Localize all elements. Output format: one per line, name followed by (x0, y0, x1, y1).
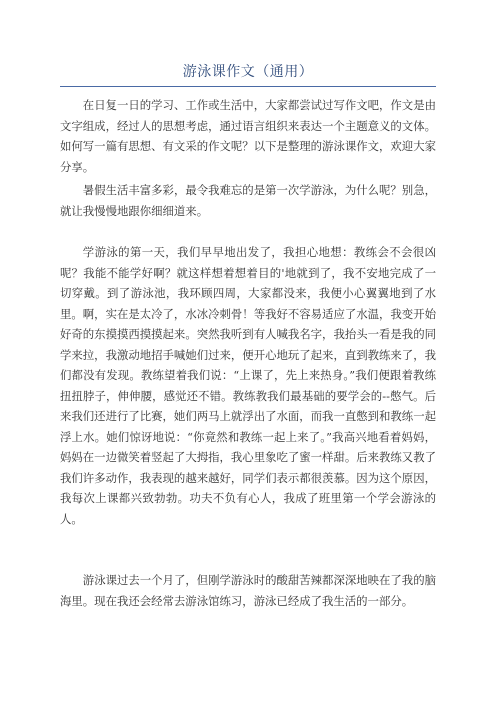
paragraph-summer: 暑假生活丰富多彩，最令我难忘的是第一次学游泳，为什么呢？别急，就让我慢慢地跟你细细道来。 (60, 183, 436, 218)
document-title: 游泳课作文（通用） (182, 64, 314, 80)
title-underline (60, 86, 436, 87)
paragraph-intro: 在日复一日的学习、工作或生活中，大家都尝试过写作文吧，作文是由文字组成，经过人的思想考虑，通过语言组织来表达一个主题意义的文体。如何写一篇有思想、有文采的作文呢？以下是整理的游泳课作文，欢迎大家分享。 (60, 98, 436, 174)
paragraph-first-day: 学游泳的第一天，我们早早地出发了，我担心地想：教练会不会很凶呢？我能不能学好啊？就这样想着想着目的'地就到了，我不安地完成了一切穿戴。到了游泳池，我环顾四周，大家都没来，我便小心翼翼地到了水里。啊，实在是太冷了，水冰冷刺骨！等我好不容易适应了水温，我变开始好奇的东摸摸西摸摸起来。突然我听到有人喊我名字，我抬头一看是我的同学来拉，我激动地招手喊她们过来，便开心地玩了起来，直到教练来了，我们都没有发现。教练望着我们说：“上课了，先上来热身。”我们便跟着教练扭扭脖子，伸伸腰，感觉还不错。教练教我们最基础的要学会的--憋气。后来我们还进行了比赛，她们两马上就浮出了水面，而我一直憋到和教练一起浮上水。她们惊讶地说：“你竟然和教练一起上来了。”我高兴地看着妈妈，妈妈在一边微笑着竖起了大拇指，我心里象吃了蜜一样甜。后来教练又教了我们许多动作，我表现的越来越好，同学们表示都很羡慕。因为这个原因，我每次上课都兴致勃勃。功夫不负有心人，我成了班里第一个学会游泳的人。 (60, 245, 436, 526)
paragraph-conclusion: 游泳课过去一个月了，但刚学游泳时的酸甜苦辣都深深地映在了我的脑海里。现在我还会经常去游泳馆练习，游泳已经成了我生活的一部分。 (60, 573, 436, 608)
